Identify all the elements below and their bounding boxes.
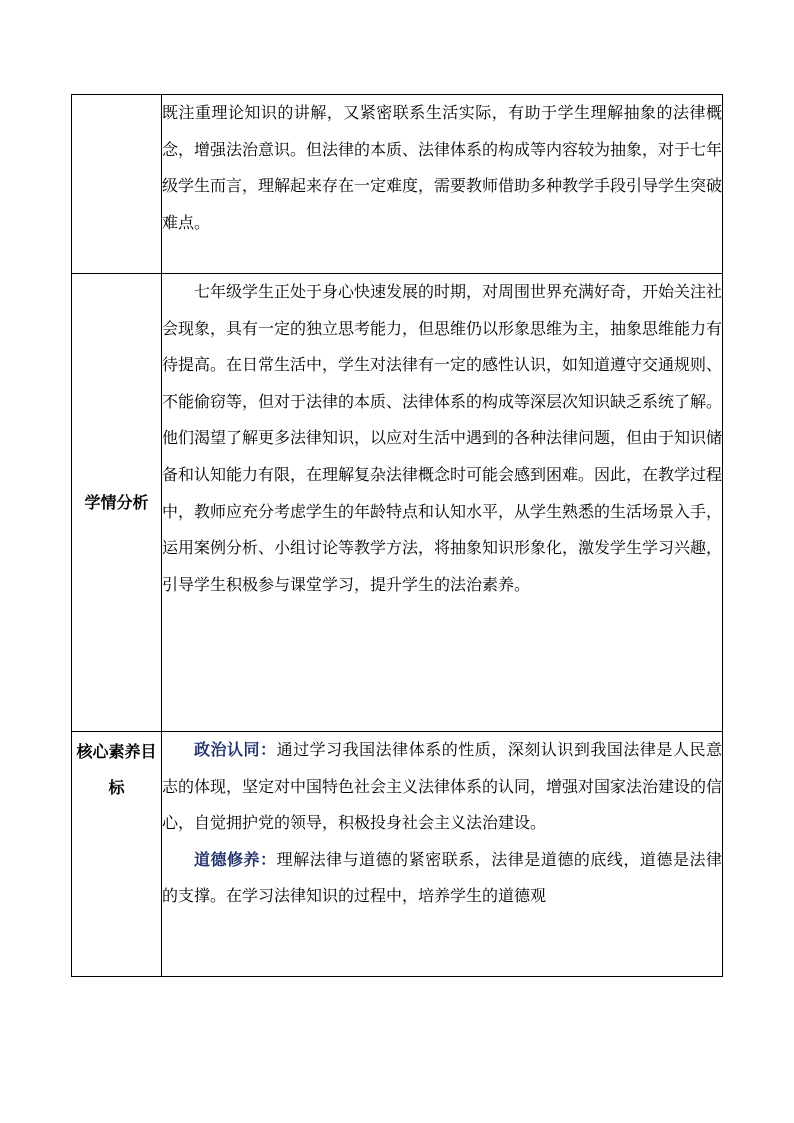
paragraph-text: 七年级学生正处于身心快速发展的时期，对周围世界充满好奇，开始关注社会现象，具有一定的独立思考能力，但思维仍以形象思维为主，抽象思维能力有待提高。在日常生活中，学生对法律有一定的感性认识，如知道遵守交通规则、不能偷窃等，但对于法律的本质、法律体系的构成等深层次知识缺乏系统了解。他们渴望了解更多法律知识，以应对生活中遇到的各种法律问题，但由于知识储备和认知能力有限，在理解复杂法律概念时可能会感到困难。因此，在教学过程中，教师应充分考虑学生的年龄特点和认知水平，从学生熟悉的生活场景入手，运用案例分析、小组讨论等教学方法，将抽象知识形象化，激发学生学习兴趣，引导学生积极参与课堂学习，提升学生的法治素养。 bbox=[162, 282, 723, 594]
row-content-cell bbox=[162, 732, 723, 977]
content-paragraph bbox=[162, 95, 722, 241]
row-label-cell bbox=[72, 95, 162, 274]
paragraph-text: 理解法律与道德的紧密联系，法律是道德的底线，道德是法律的支撑。在学习法律知识的过程中，培养学生的道德观 bbox=[162, 849, 722, 906]
row-label: 学情分析 bbox=[84, 492, 149, 512]
lesson-plan-table bbox=[71, 94, 723, 977]
row-content-cell bbox=[162, 95, 723, 274]
table-row-core-literacy-goals bbox=[72, 732, 723, 977]
paragraph-text: 通过学习我国法律体系的性质，深刻认识到我国法律是人民意志的体现，坚定对中国特色社会主义法律体系的认同，增强对国家法治建设的信心，自觉拥护党的领导，积极投身社会主义法治建设。 bbox=[162, 740, 723, 833]
content-paragraph bbox=[162, 274, 722, 603]
row-content-cell bbox=[162, 274, 723, 732]
content-paragraph bbox=[162, 842, 722, 915]
content-paragraph bbox=[162, 732, 722, 842]
row-label-cell bbox=[72, 274, 162, 732]
paragraph-lead: 政治认同： bbox=[194, 740, 277, 759]
table-row-student-analysis bbox=[72, 274, 723, 732]
row-label-cell bbox=[72, 732, 162, 977]
paragraph-lead: 道德修养： bbox=[194, 849, 277, 869]
paragraph-text: 既注重理论知识的讲解，又紧密联系生活实际，有助于学生理解抽象的法律概念，增强法治意识。但法律的本质、法律体系的构成等内容较为抽象，对于七年级学生而言，理解起来存在一定难度，需要教师借助多种教学手段引导学生突破难点。 bbox=[162, 103, 723, 232]
table-row-teaching-difficulty bbox=[72, 95, 723, 274]
row-label: 核心素养目标 bbox=[76, 742, 157, 797]
